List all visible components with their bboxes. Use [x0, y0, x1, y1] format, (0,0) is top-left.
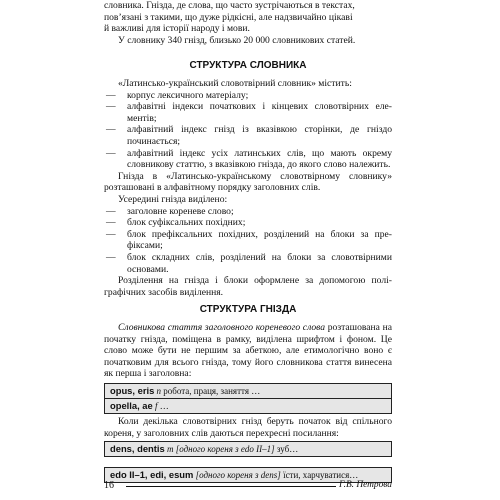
list-item: — корпус лексичного матеріалу; [106, 89, 249, 101]
section-heading: СТРУКТУРА ГНІЗДА [199, 304, 297, 315]
text-line: й важливі для історії народу і мови. [104, 23, 250, 35]
paragraph: Коли декілька словотвірних гнізд беруть початок від спільного кореня, у заголовних слів даються перехресні посилання: [104, 415, 392, 439]
list-item: — алфавітний індекс гнізд із вказівкою сторінки, де гніздо починається; [106, 124, 392, 147]
cross-reference-box: dens, dentis m [одного кореня з edo II–1] зуб… [104, 441, 392, 457]
entry-line: opus, eris n робота, праця, заняття … [110, 384, 261, 396]
page-number: 16 [104, 480, 114, 491]
list-item: — алфавітні індекси початкових і кінцевих словотвірних елементів; [106, 101, 392, 124]
list-item: — блок складних слів, розділений на блоки за словотвірними основами. [106, 251, 392, 275]
paragraph: Усередині гнізда виділено: [118, 193, 228, 205]
nest-blocks-list [104, 206, 392, 276]
example-entry-box [104, 383, 392, 399]
list-item: — блок суфіксальних похідних; [106, 217, 246, 229]
top-paragraph [104, 0, 392, 46]
dictionary-stats: У словнику 340 гнізд, близько 20 000 словникових статей. [118, 34, 356, 46]
list-item: — заголовне кореневе слово; [106, 205, 234, 217]
list-item: — блок префіксальних похідних, розділений на блоки за префіксами; [106, 228, 392, 252]
example-entry-box [104, 399, 392, 414]
entry-line: opella, ae f … [110, 399, 169, 411]
paragraph: «Латинсько-український словотвірний словник» містить: [118, 78, 352, 89]
text-line: словника. Гнізда, де слова, що часто зустрічаються в текстах, [104, 0, 355, 11]
list-item: — алфавітний індекс усіх латинських слів, що мають окрему словникову статтю, з вказівкою гнізда, до якого слово належить. [106, 147, 392, 171]
author-name: Г.В. Петрова [338, 480, 392, 490]
page-footer [104, 480, 392, 492]
cross-reference-box: edo II–1, edi, esum [одного кореня з dens] їсти, харчуватися… [104, 467, 392, 483]
contents-list [104, 90, 392, 171]
text-line: пов’язані з такими, що дуже рідкісні, але надзвичайно цікаві [104, 11, 353, 23]
section-dictionary-structure [104, 60, 392, 298]
paragraph: Словникова стаття заголовного кореневого слова розташована на початку гнізда, поміщена в рамку, виділена шрифтом і фоном. Це слово може бути не першим за абеткою, але етимологічно воно є початковим для всього гнізда, тому його словникова стаття винесена як перша і заголовна: [104, 322, 392, 380]
section-heading: СТРУКТУРА СЛОВНИКА [189, 60, 307, 71]
footer-rule [126, 486, 336, 487]
section-nest-structure [104, 304, 392, 483]
paragraph: Розділення на гнізда і блоки оформлене за допомогою поліграфічних засобів виділення. [104, 275, 392, 298]
paragraph: Гнізда в «Латинсько-українському словотвірному словнику» розташовані в алфавітному порядку заголовних слів. [104, 170, 392, 194]
